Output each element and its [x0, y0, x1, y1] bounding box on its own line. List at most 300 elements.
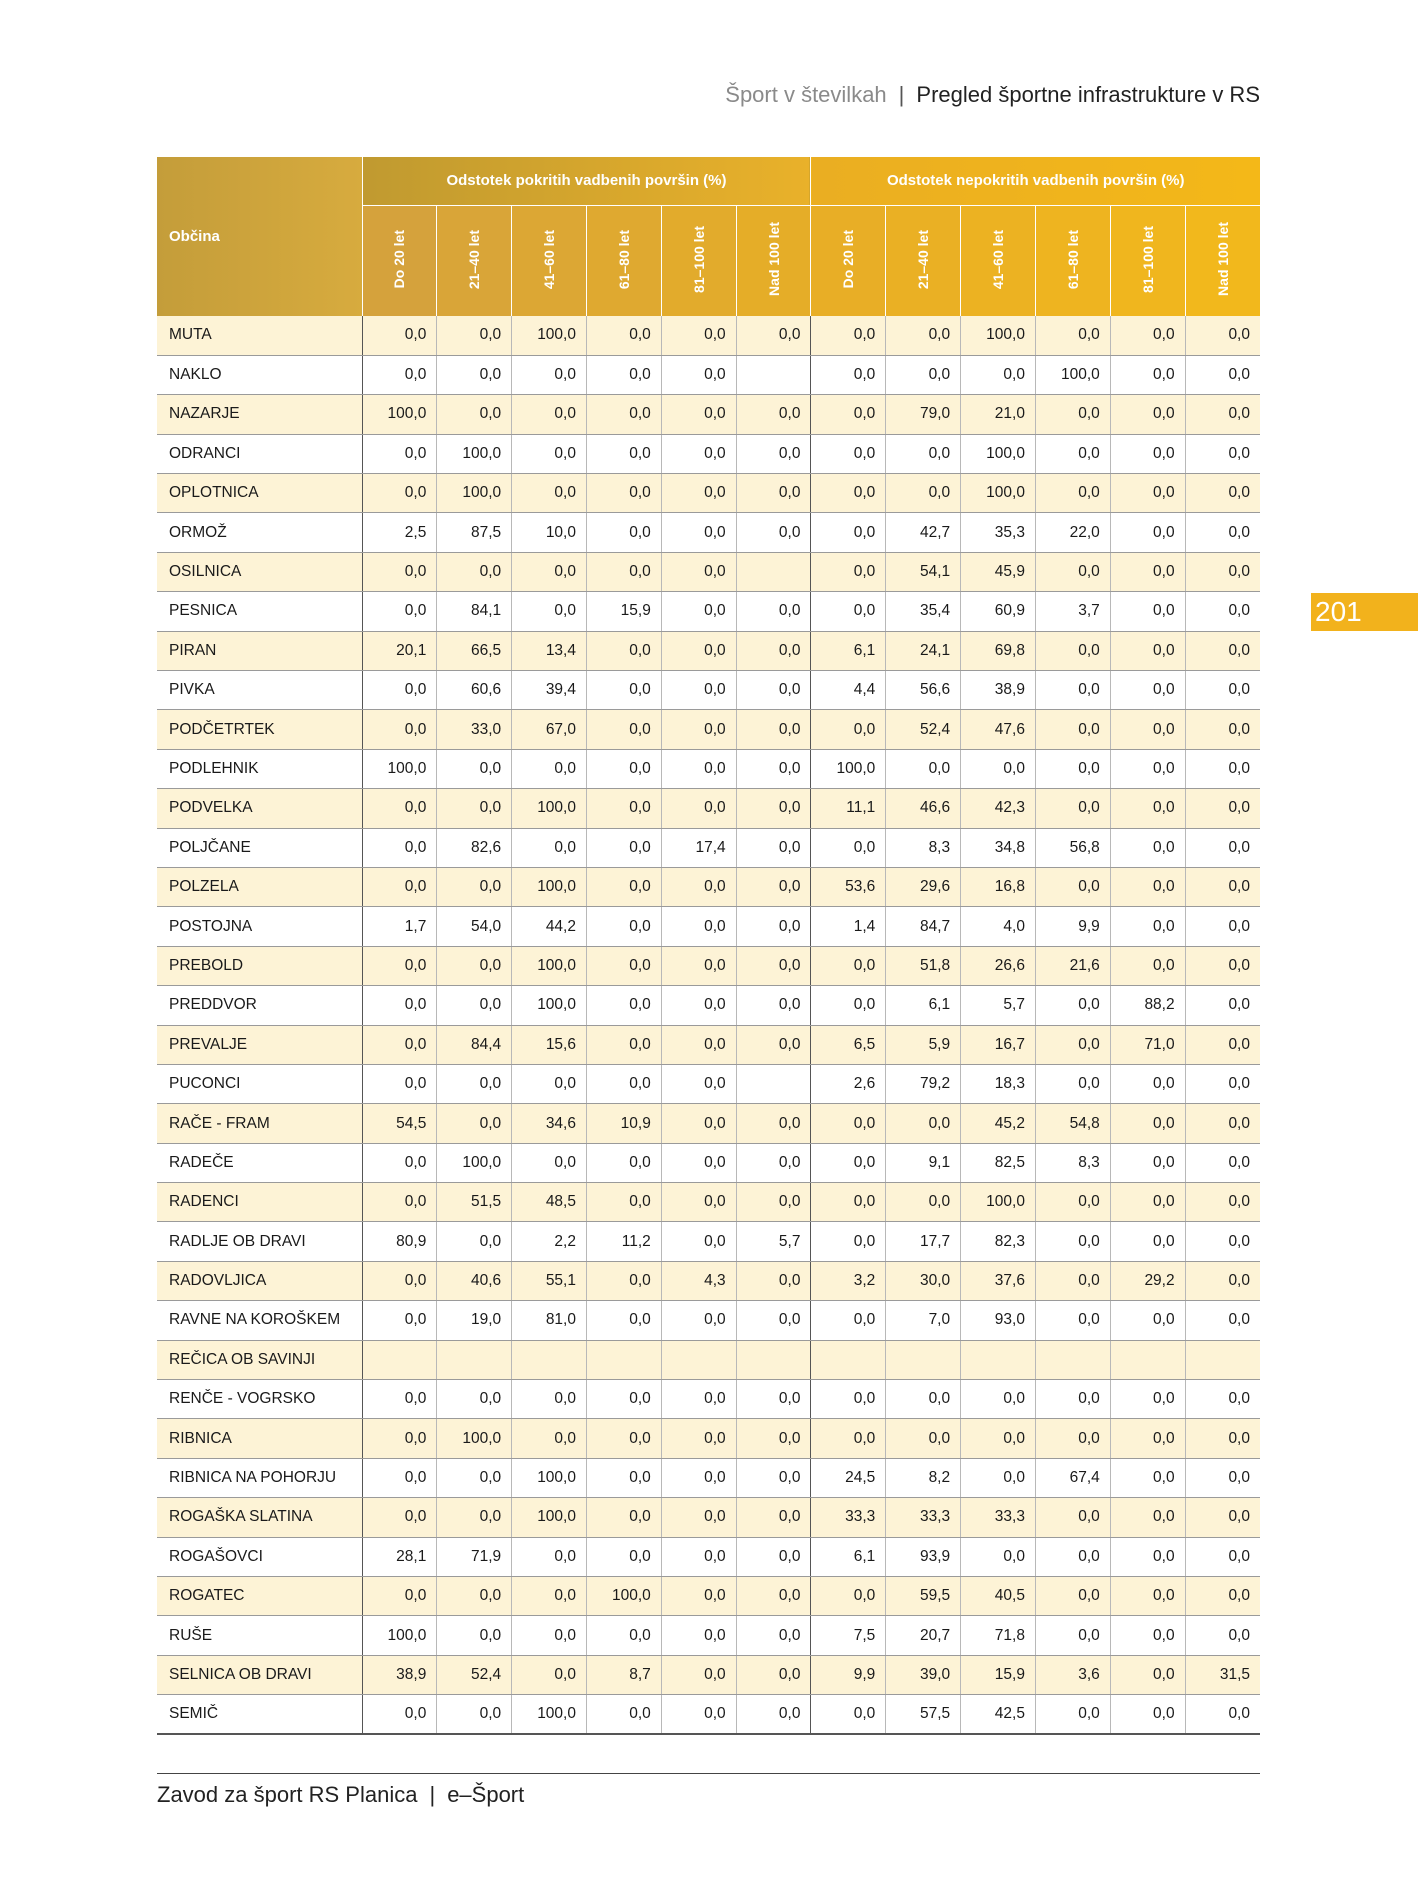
covered-percentage-cell: 2,5: [362, 513, 437, 552]
uncovered-percentage-cell: 0,0: [1185, 316, 1260, 355]
age-header-label: 61–80 let: [615, 229, 632, 289]
uncovered-percentage-cell: 1,4: [811, 907, 886, 946]
uncovered-percentage-cell: 42,3: [961, 789, 1036, 828]
covered-percentage-cell: 100,0: [512, 789, 587, 828]
covered-percentage-cell: 0,0: [661, 1380, 736, 1419]
uncovered-percentage-cell: 0,0: [811, 1380, 886, 1419]
covered-percentage-cell: 0,0: [661, 1577, 736, 1616]
uncovered-percentage-cell: 0,0: [811, 710, 886, 749]
covered-percentage-cell: 0,0: [512, 1143, 587, 1182]
uncovered-percentage-cell: 0,0: [1035, 1222, 1110, 1261]
uncovered-percentage-cell: 0,0: [1110, 1655, 1185, 1694]
uncovered-percentage-cell: 15,9: [961, 1655, 1036, 1694]
uncovered-percentage-cell: 0,0: [1185, 986, 1260, 1025]
table-row: [157, 434, 1260, 473]
covered-percentage-cell: 0,0: [661, 1183, 736, 1222]
uncovered-percentage-cell: 0,0: [886, 749, 961, 788]
uncovered-percentage-cell: 88,2: [1110, 986, 1185, 1025]
covered-percentage-cell: 10,9: [586, 1104, 661, 1143]
covered-percentage-cell: 0,0: [736, 1695, 811, 1734]
uncovered-percentage-cell: 0,0: [1035, 1695, 1110, 1734]
covered-percentage-cell: 0,0: [586, 1458, 661, 1497]
uncovered-percentage-cell: 0,0: [1185, 749, 1260, 788]
municipality-name: ROGATEC: [157, 1577, 362, 1616]
uncovered-percentage-cell: 0,0: [1185, 671, 1260, 710]
uncovered-percentage-cell: [1035, 1340, 1110, 1379]
covered-percentage-cell: 0,0: [437, 867, 512, 906]
covered-percentage-cell: 100,0: [512, 1498, 587, 1537]
uncovered-percentage-cell: 0,0: [811, 1577, 886, 1616]
uncovered-percentage-cell: 0,0: [1185, 789, 1260, 828]
uncovered-percentage-cell: 0,0: [811, 828, 886, 867]
uncovered-percentage-cell: 21,6: [1035, 946, 1110, 985]
running-footer: [157, 1782, 524, 1808]
uncovered-percentage-cell: 0,0: [811, 1419, 886, 1458]
covered-age-header: [437, 205, 512, 316]
uncovered-age-header: [1185, 205, 1260, 316]
covered-percentage-cell: 0,0: [661, 631, 736, 670]
table-row: [157, 1498, 1260, 1537]
uncovered-percentage-cell: 0,0: [1185, 1025, 1260, 1064]
covered-percentage-cell: 82,6: [437, 828, 512, 867]
covered-percentage-cell: 0,0: [437, 395, 512, 434]
uncovered-percentage-cell: 0,0: [1185, 1064, 1260, 1103]
uncovered-percentage-cell: 0,0: [1035, 1537, 1110, 1576]
covered-percentage-cell: 0,0: [661, 986, 736, 1025]
covered-percentage-cell: 0,0: [512, 1419, 587, 1458]
covered-percentage-cell: 0,0: [661, 1655, 736, 1694]
covered-percentage-cell: 0,0: [736, 1498, 811, 1537]
covered-percentage-cell: 8,7: [586, 1655, 661, 1694]
uncovered-percentage-cell: 0,0: [1185, 552, 1260, 591]
uncovered-percentage-cell: 35,3: [961, 513, 1036, 552]
covered-percentage-cell: 0,0: [362, 355, 437, 394]
covered-percentage-cell: 0,0: [661, 671, 736, 710]
uncovered-percentage-cell: 4,0: [961, 907, 1036, 946]
uncovered-percentage-cell: 11,1: [811, 789, 886, 828]
uncovered-percentage-cell: 33,3: [811, 1498, 886, 1537]
municipality-name: OPLOTNICA: [157, 474, 362, 513]
covered-percentage-cell: 100,0: [437, 434, 512, 473]
uncovered-percentage-cell: 0,0: [811, 434, 886, 473]
covered-percentage-cell: 0,0: [437, 986, 512, 1025]
covered-percentage-cell: 0,0: [736, 1577, 811, 1616]
covered-percentage-cell: 100,0: [512, 946, 587, 985]
uncovered-percentage-cell: 0,0: [1035, 867, 1110, 906]
uncovered-percentage-cell: 0,0: [1035, 1301, 1110, 1340]
uncovered-percentage-cell: 0,0: [811, 316, 886, 355]
uncovered-percentage-cell: 0,0: [1185, 1301, 1260, 1340]
table-row: [157, 789, 1260, 828]
covered-percentage-cell: 71,9: [437, 1537, 512, 1576]
covered-percentage-cell: 15,6: [512, 1025, 587, 1064]
covered-percentage-cell: 81,0: [512, 1301, 587, 1340]
uncovered-percentage-cell: 31,5: [1185, 1655, 1260, 1694]
table-row: [157, 631, 1260, 670]
covered-percentage-cell: 0,0: [512, 1064, 587, 1103]
covered-percentage-cell: 0,0: [512, 1577, 587, 1616]
covered-percentage-cell: 0,0: [661, 1301, 736, 1340]
uncovered-percentage-cell: 0,0: [1110, 552, 1185, 591]
covered-percentage-cell: 0,0: [736, 1261, 811, 1300]
header-section-title: Pregled športne infrastrukture v RS: [916, 82, 1260, 107]
covered-percentage-cell: [586, 1340, 661, 1379]
covered-surfaces-group-header: Odstotek pokritih vadbenih površin (%): [362, 157, 811, 205]
municipality-name: MUTA: [157, 316, 362, 355]
covered-percentage-cell: 66,5: [437, 631, 512, 670]
uncovered-percentage-cell: 24,5: [811, 1458, 886, 1497]
uncovered-percentage-cell: 0,0: [1110, 907, 1185, 946]
covered-percentage-cell: 0,0: [586, 474, 661, 513]
municipality-name: RADENCI: [157, 1183, 362, 1222]
covered-percentage-cell: 0,0: [661, 867, 736, 906]
uncovered-percentage-cell: 0,0: [1110, 828, 1185, 867]
covered-percentage-cell: 0,0: [586, 1498, 661, 1537]
municipality-name: PODLEHNIK: [157, 749, 362, 788]
table-row: [157, 946, 1260, 985]
uncovered-percentage-cell: 42,5: [961, 1695, 1036, 1734]
uncovered-percentage-cell: 45,2: [961, 1104, 1036, 1143]
uncovered-percentage-cell: 0,0: [1110, 671, 1185, 710]
uncovered-percentage-cell: 0,0: [1035, 474, 1110, 513]
covered-percentage-cell: 0,0: [661, 749, 736, 788]
table-row: [157, 1301, 1260, 1340]
uncovered-percentage-cell: 0,0: [1035, 552, 1110, 591]
uncovered-percentage-cell: 0,0: [1185, 1183, 1260, 1222]
uncovered-percentage-cell: 16,7: [961, 1025, 1036, 1064]
covered-percentage-cell: 0,0: [437, 1380, 512, 1419]
uncovered-percentage-cell: 0,0: [886, 316, 961, 355]
covered-percentage-cell: 0,0: [437, 1222, 512, 1261]
covered-percentage-cell: 0,0: [661, 1537, 736, 1576]
uncovered-percentage-cell: 69,8: [961, 631, 1036, 670]
municipality-name: OSILNICA: [157, 552, 362, 591]
municipality-name: RENČE - VOGRSKO: [157, 1380, 362, 1419]
covered-percentage-cell: 100,0: [437, 1419, 512, 1458]
municipality-name: POSTOJNA: [157, 907, 362, 946]
uncovered-percentage-cell: 0,0: [1110, 631, 1185, 670]
table-row: [157, 1025, 1260, 1064]
covered-percentage-cell: 15,9: [586, 592, 661, 631]
covered-percentage-cell: 0,0: [736, 631, 811, 670]
uncovered-percentage-cell: 0,0: [1185, 355, 1260, 394]
uncovered-percentage-cell: 0,0: [811, 474, 886, 513]
uncovered-percentage-cell: 0,0: [1110, 867, 1185, 906]
covered-percentage-cell: [661, 1340, 736, 1379]
uncovered-percentage-cell: 0,0: [1185, 434, 1260, 473]
covered-percentage-cell: 0,0: [437, 1577, 512, 1616]
table-row: [157, 1458, 1260, 1497]
uncovered-percentage-cell: 0,0: [1035, 710, 1110, 749]
covered-percentage-cell: 100,0: [362, 395, 437, 434]
municipality-name: PODVELKA: [157, 789, 362, 828]
municipality-name: PREVALJE: [157, 1025, 362, 1064]
uncovered-percentage-cell: 0,0: [886, 1380, 961, 1419]
uncovered-percentage-cell: 42,7: [886, 513, 961, 552]
age-header-label: 61–80 let: [1064, 229, 1081, 289]
uncovered-percentage-cell: 0,0: [1185, 1261, 1260, 1300]
uncovered-percentage-cell: 0,0: [961, 1458, 1036, 1497]
table-row: [157, 592, 1260, 631]
covered-percentage-cell: [736, 1340, 811, 1379]
uncovered-percentage-cell: 0,0: [1110, 1222, 1185, 1261]
covered-percentage-cell: 4,3: [661, 1261, 736, 1300]
uncovered-percentage-cell: 0,0: [1110, 1064, 1185, 1103]
covered-percentage-cell: 0,0: [736, 1143, 811, 1182]
uncovered-percentage-cell: 0,0: [1035, 1616, 1110, 1655]
municipality-name: RIBNICA NA POHORJU: [157, 1458, 362, 1497]
covered-percentage-cell: 2,2: [512, 1222, 587, 1261]
uncovered-percentage-cell: 34,8: [961, 828, 1036, 867]
covered-percentage-cell: 0,0: [586, 395, 661, 434]
table-row: [157, 316, 1260, 355]
covered-percentage-cell: 0,0: [512, 552, 587, 591]
uncovered-percentage-cell: 0,0: [961, 355, 1036, 394]
covered-percentage-cell: 0,0: [736, 946, 811, 985]
uncovered-percentage-cell: 67,4: [1035, 1458, 1110, 1497]
covered-age-header: [362, 205, 437, 316]
covered-percentage-cell: 0,0: [586, 828, 661, 867]
uncovered-percentage-cell: 79,2: [886, 1064, 961, 1103]
uncovered-percentage-cell: 33,3: [961, 1498, 1036, 1537]
table-row: [157, 474, 1260, 513]
covered-percentage-cell: 0,0: [586, 513, 661, 552]
uncovered-percentage-cell: 0,0: [1110, 1380, 1185, 1419]
covered-percentage-cell: 0,0: [512, 1380, 587, 1419]
table-row: [157, 828, 1260, 867]
uncovered-percentage-cell: 0,0: [1035, 671, 1110, 710]
covered-percentage-cell: 0,0: [736, 671, 811, 710]
uncovered-percentage-cell: 0,0: [1035, 316, 1110, 355]
covered-percentage-cell: 38,9: [362, 1655, 437, 1694]
covered-percentage-cell: 39,4: [512, 671, 587, 710]
covered-percentage-cell: 0,0: [362, 867, 437, 906]
uncovered-percentage-cell: [1110, 1340, 1185, 1379]
covered-percentage-cell: 0,0: [736, 986, 811, 1025]
covered-percentage-cell: 0,0: [586, 789, 661, 828]
uncovered-percentage-cell: 3,2: [811, 1261, 886, 1300]
table-row: [157, 710, 1260, 749]
covered-percentage-cell: 67,0: [512, 710, 587, 749]
covered-percentage-cell: 51,5: [437, 1183, 512, 1222]
uncovered-percentage-cell: 0,0: [1110, 592, 1185, 631]
uncovered-percentage-cell: 40,5: [961, 1577, 1036, 1616]
covered-percentage-cell: 0,0: [362, 828, 437, 867]
municipality-name: SEMIČ: [157, 1695, 362, 1734]
covered-percentage-cell: 0,0: [661, 946, 736, 985]
covered-percentage-cell: 0,0: [736, 1655, 811, 1694]
uncovered-percentage-cell: 0,0: [1185, 592, 1260, 631]
uncovered-percentage-cell: 6,1: [811, 631, 886, 670]
age-header-label: 41–60 let: [541, 229, 558, 289]
covered-percentage-cell: 34,6: [512, 1104, 587, 1143]
covered-percentage-cell: 0,0: [736, 789, 811, 828]
covered-percentage-cell: 33,0: [437, 710, 512, 749]
covered-percentage-cell: 0,0: [512, 1616, 587, 1655]
uncovered-percentage-cell: 0,0: [1035, 631, 1110, 670]
covered-percentage-cell: 0,0: [586, 986, 661, 1025]
covered-percentage-cell: 100,0: [362, 1616, 437, 1655]
uncovered-percentage-cell: 100,0: [1035, 355, 1110, 394]
uncovered-age-header: [811, 205, 886, 316]
covered-percentage-cell: 17,4: [661, 828, 736, 867]
uncovered-percentage-cell: 9,9: [811, 1655, 886, 1694]
municipality-name: NAKLO: [157, 355, 362, 394]
municipality-name: NAZARJE: [157, 395, 362, 434]
uncovered-percentage-cell: 0,0: [1035, 986, 1110, 1025]
uncovered-percentage-cell: 0,0: [1035, 434, 1110, 473]
covered-percentage-cell: 0,0: [661, 710, 736, 749]
uncovered-percentage-cell: 0,0: [961, 1537, 1036, 1576]
municipality-name: REČICA OB SAVINJI: [157, 1340, 362, 1379]
covered-percentage-cell: 0,0: [661, 592, 736, 631]
covered-percentage-cell: 100,0: [512, 867, 587, 906]
covered-percentage-cell: 0,0: [736, 474, 811, 513]
covered-percentage-cell: 0,0: [586, 710, 661, 749]
covered-percentage-cell: 54,5: [362, 1104, 437, 1143]
uncovered-percentage-cell: 0,0: [886, 1104, 961, 1143]
municipality-name: RADLJE OB DRAVI: [157, 1222, 362, 1261]
covered-percentage-cell: 0,0: [512, 749, 587, 788]
covered-percentage-cell: 0,0: [661, 434, 736, 473]
covered-percentage-cell: 0,0: [586, 355, 661, 394]
page-number-tab: 201: [1311, 593, 1418, 631]
municipality-name: POLZELA: [157, 867, 362, 906]
covered-percentage-cell: 0,0: [437, 1104, 512, 1143]
uncovered-percentage-cell: 0,0: [1110, 1577, 1185, 1616]
covered-percentage-cell: 0,0: [512, 1655, 587, 1694]
municipality-name: SELNICA OB DRAVI: [157, 1655, 362, 1694]
uncovered-percentage-cell: 0,0: [811, 986, 886, 1025]
covered-percentage-cell: 0,0: [362, 1025, 437, 1064]
uncovered-percentage-cell: 0,0: [1110, 316, 1185, 355]
uncovered-percentage-cell: 0,0: [1185, 1577, 1260, 1616]
covered-percentage-cell: 0,0: [661, 1104, 736, 1143]
covered-percentage-cell: 0,0: [362, 592, 437, 631]
covered-percentage-cell: 0,0: [512, 828, 587, 867]
uncovered-percentage-cell: 33,3: [886, 1498, 961, 1537]
covered-percentage-cell: 0,0: [437, 946, 512, 985]
municipality-name: ROGAŠOVCI: [157, 1537, 362, 1576]
covered-percentage-cell: 0,0: [736, 1380, 811, 1419]
running-header: [725, 82, 1260, 108]
municipality-name: PIVKA: [157, 671, 362, 710]
uncovered-percentage-cell: 0,0: [886, 474, 961, 513]
uncovered-percentage-cell: 20,7: [886, 1616, 961, 1655]
covered-percentage-cell: 0,0: [586, 867, 661, 906]
uncovered-percentage-cell: 35,4: [886, 592, 961, 631]
covered-percentage-cell: 0,0: [586, 1695, 661, 1734]
uncovered-percentage-cell: 0,0: [1035, 789, 1110, 828]
covered-percentage-cell: 0,0: [661, 1616, 736, 1655]
age-header-label: 81–100 let: [690, 225, 707, 293]
covered-percentage-cell: 0,0: [661, 789, 736, 828]
covered-percentage-cell: 0,0: [586, 1261, 661, 1300]
covered-percentage-cell: 0,0: [362, 789, 437, 828]
uncovered-percentage-cell: 37,6: [961, 1261, 1036, 1300]
uncovered-percentage-cell: 0,0: [1110, 355, 1185, 394]
covered-percentage-cell: 0,0: [437, 316, 512, 355]
uncovered-percentage-cell: 0,0: [811, 946, 886, 985]
covered-percentage-cell: 10,0: [512, 513, 587, 552]
uncovered-percentage-cell: 18,3: [961, 1064, 1036, 1103]
table-row: [157, 1340, 1260, 1379]
age-header-label: 21–40 let: [915, 229, 932, 289]
covered-percentage-cell: 0,0: [661, 1695, 736, 1734]
table-row: [157, 1104, 1260, 1143]
covered-percentage-cell: 0,0: [437, 1064, 512, 1103]
uncovered-percentage-cell: 0,0: [1185, 1222, 1260, 1261]
uncovered-percentage-cell: 0,0: [961, 1419, 1036, 1458]
uncovered-percentage-cell: 6,1: [886, 986, 961, 1025]
municipality-name: PESNICA: [157, 592, 362, 631]
uncovered-percentage-cell: 0,0: [1110, 1104, 1185, 1143]
covered-percentage-cell: 0,0: [512, 474, 587, 513]
uncovered-percentage-cell: 0,0: [811, 513, 886, 552]
uncovered-percentage-cell: 54,8: [1035, 1104, 1110, 1143]
uncovered-percentage-cell: 4,4: [811, 671, 886, 710]
uncovered-percentage-cell: 56,8: [1035, 828, 1110, 867]
covered-percentage-cell: 0,0: [586, 1419, 661, 1458]
covered-percentage-cell: 0,0: [586, 631, 661, 670]
covered-percentage-cell: 0,0: [362, 710, 437, 749]
uncovered-percentage-cell: 100,0: [961, 1183, 1036, 1222]
covered-percentage-cell: 0,0: [736, 907, 811, 946]
data-table: [157, 157, 1260, 1735]
uncovered-percentage-cell: 60,9: [961, 592, 1036, 631]
uncovered-percentage-cell: 0,0: [811, 395, 886, 434]
table-row: [157, 1064, 1260, 1103]
covered-percentage-cell: 0,0: [661, 355, 736, 394]
footer-rule: [157, 1773, 1260, 1774]
covered-percentage-cell: 0,0: [362, 1301, 437, 1340]
covered-percentage-cell: 54,0: [437, 907, 512, 946]
covered-percentage-cell: 0,0: [586, 749, 661, 788]
covered-percentage-cell: 0,0: [661, 474, 736, 513]
covered-percentage-cell: 0,0: [661, 907, 736, 946]
uncovered-percentage-cell: 16,8: [961, 867, 1036, 906]
municipality-name: PREBOLD: [157, 946, 362, 985]
uncovered-percentage-cell: 0,0: [1110, 1537, 1185, 1576]
uncovered-percentage-cell: 0,0: [886, 434, 961, 473]
uncovered-percentage-cell: 5,7: [961, 986, 1036, 1025]
table-row: [157, 671, 1260, 710]
table-row: [157, 1183, 1260, 1222]
municipality-name: RIBNICA: [157, 1419, 362, 1458]
uncovered-percentage-cell: 7,0: [886, 1301, 961, 1340]
uncovered-percentage-cell: 26,6: [961, 946, 1036, 985]
covered-percentage-cell: 0,0: [661, 1419, 736, 1458]
uncovered-percentage-cell: 0,0: [1110, 395, 1185, 434]
uncovered-percentage-cell: 29,2: [1110, 1261, 1185, 1300]
uncovered-age-header: [1110, 205, 1185, 316]
uncovered-percentage-cell: 0,0: [1185, 1498, 1260, 1537]
uncovered-percentage-cell: 0,0: [811, 1301, 886, 1340]
uncovered-percentage-cell: 0,0: [1110, 513, 1185, 552]
uncovered-percentage-cell: 0,0: [1035, 1577, 1110, 1616]
covered-percentage-cell: 44,2: [512, 907, 587, 946]
uncovered-percentage-cell: 47,6: [961, 710, 1036, 749]
covered-percentage-cell: 0,0: [362, 1143, 437, 1182]
covered-percentage-cell: 0,0: [736, 395, 811, 434]
uncovered-percentage-cell: [811, 1340, 886, 1379]
uncovered-percentage-cell: 0,0: [961, 1380, 1036, 1419]
covered-percentage-cell: 0,0: [736, 316, 811, 355]
covered-percentage-cell: 0,0: [661, 552, 736, 591]
table-row: [157, 513, 1260, 552]
uncovered-percentage-cell: 59,5: [886, 1577, 961, 1616]
uncovered-percentage-cell: 71,0: [1110, 1025, 1185, 1064]
